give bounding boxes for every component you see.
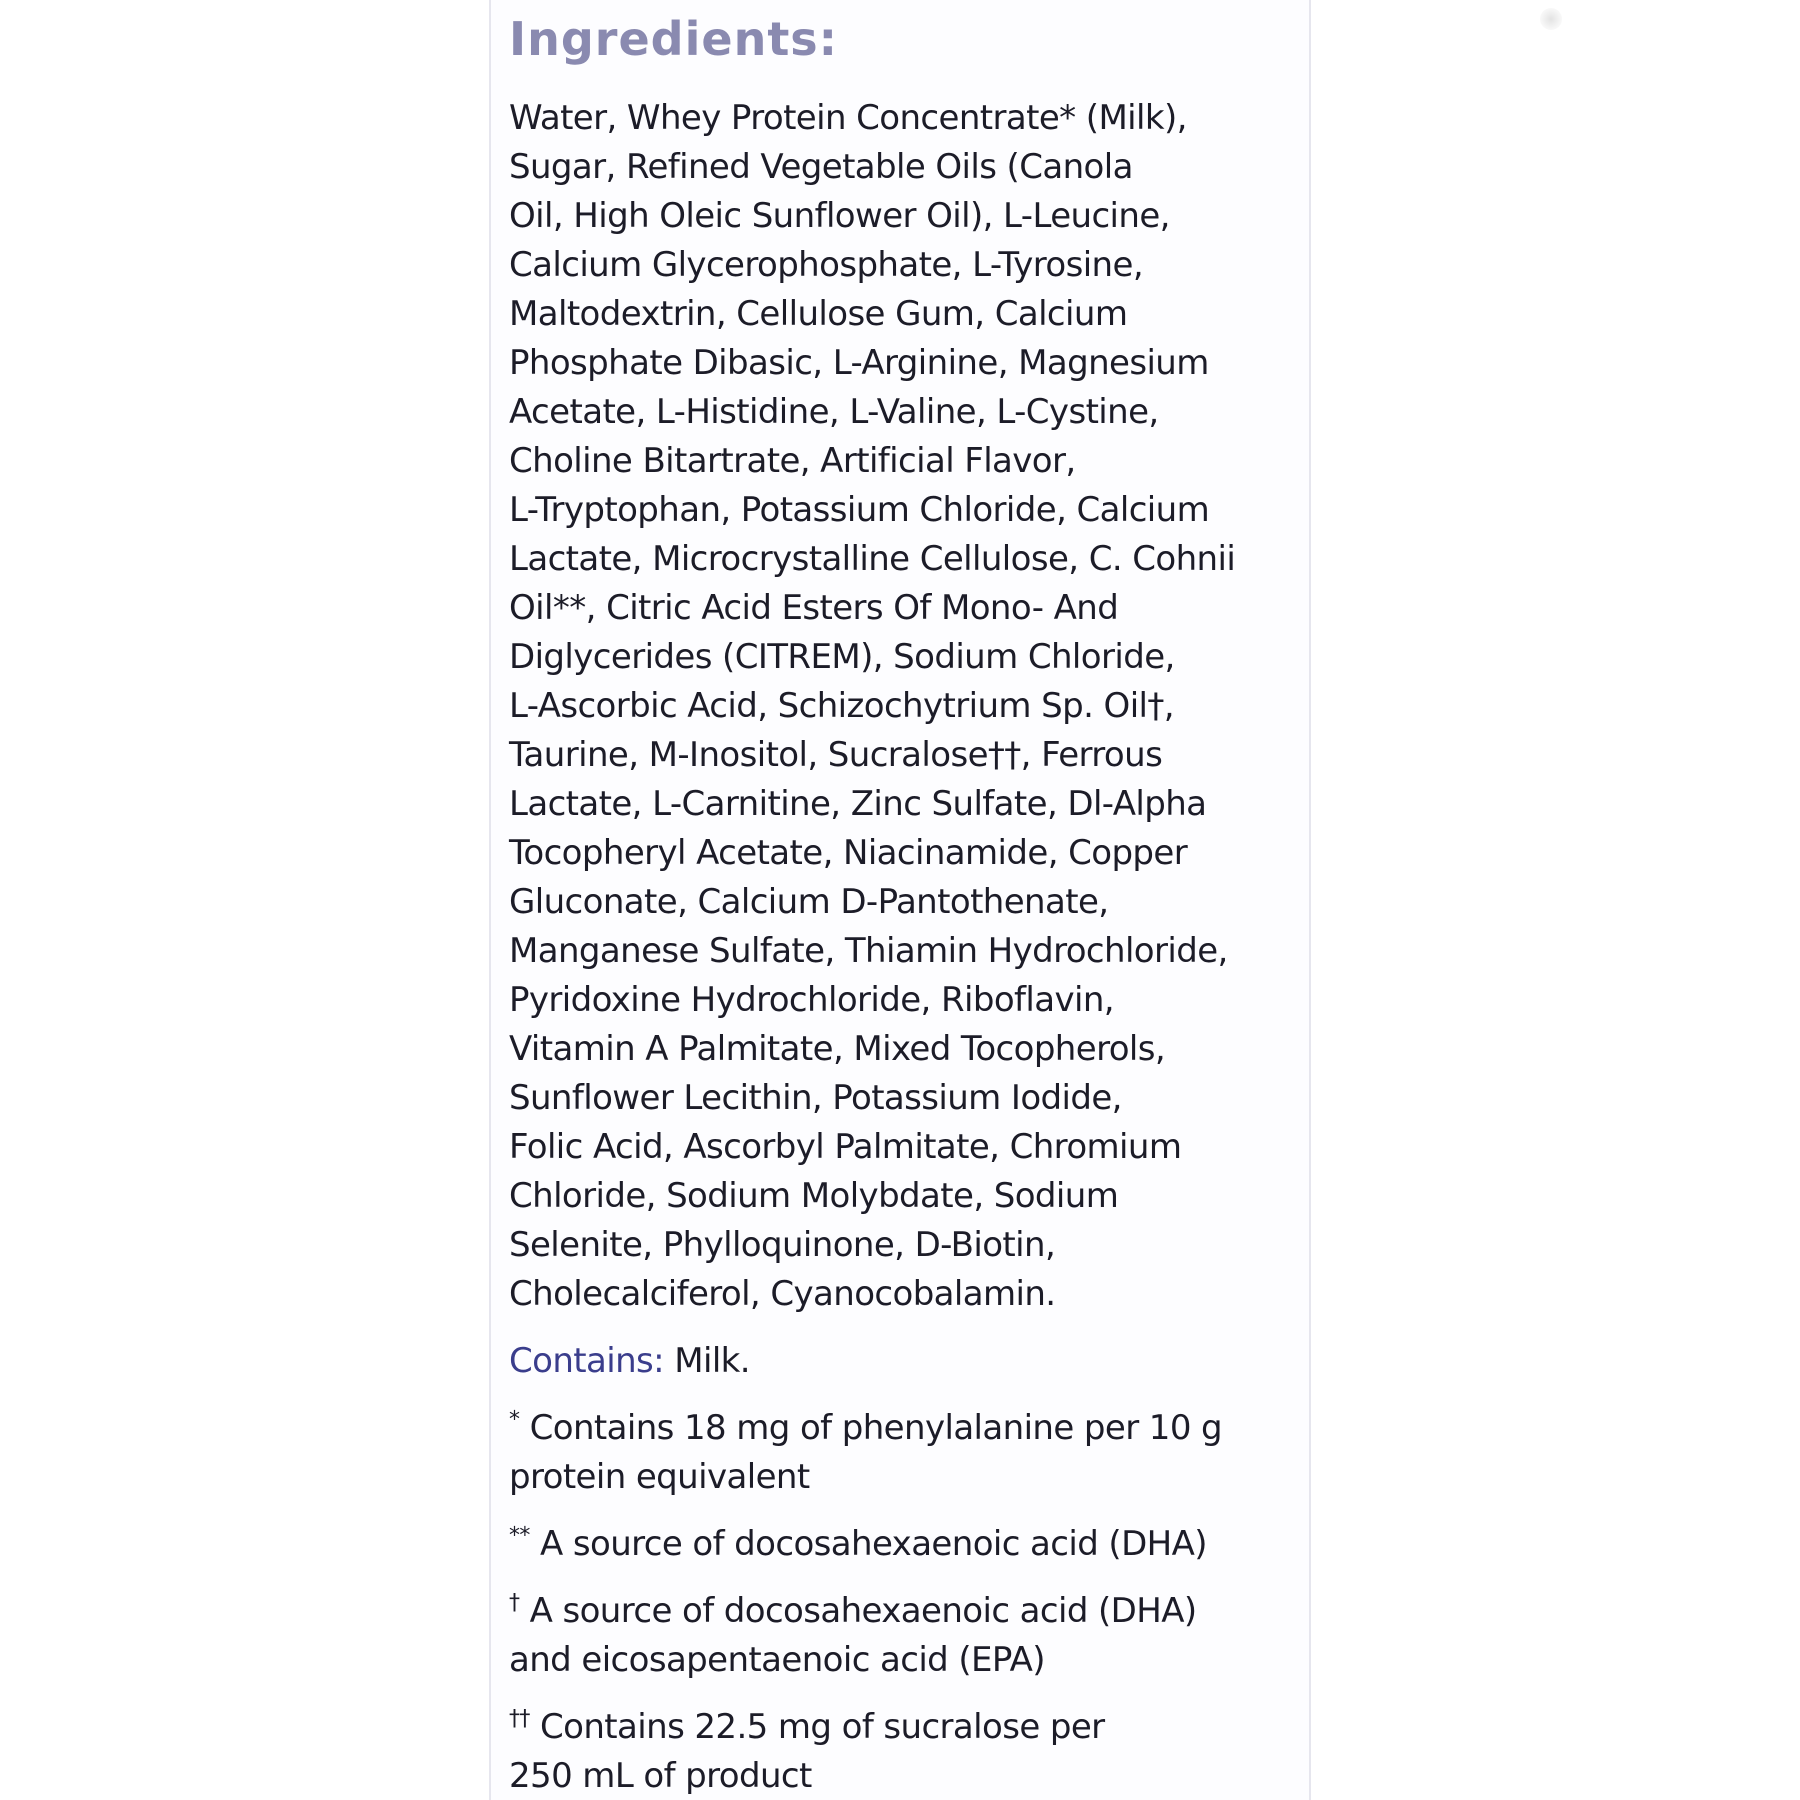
ingredients-heading: Ingredients:	[509, 12, 839, 66]
allergen-statement	[509, 1337, 1299, 1386]
background-smudge	[1540, 8, 1562, 30]
footnote-phenylalanine	[509, 1404, 1299, 1502]
footnote-text: A source of docosahexaenoic acid (DHA)	[529, 1524, 1207, 1564]
footnote-symbol: **	[509, 1523, 530, 1549]
label-content	[509, 8, 1299, 1800]
footnote-dha-epa	[509, 1587, 1299, 1685]
contains-value: Milk.	[664, 1341, 750, 1381]
footnote-symbol: ††	[509, 1706, 530, 1732]
contains-label: Contains:	[509, 1341, 665, 1381]
footnote-text: Contains 22.5 mg of sucralose per 250 mL of product	[509, 1707, 1105, 1796]
footnote-text: Contains 18 mg of phenylalanine per 10 g protein equivalent	[509, 1408, 1223, 1497]
footnote-sucralose	[509, 1703, 1299, 1800]
ingredient-label-panel	[489, 0, 1311, 1800]
footnote-text: A source of docosahexaenoic acid (DHA) and eicosapentaenoic acid (EPA)	[509, 1591, 1197, 1680]
footnote-dha	[509, 1520, 1299, 1569]
footnote-symbol: *	[509, 1407, 520, 1433]
footnote-symbol: †	[509, 1590, 520, 1616]
ingredients-list: Water, Whey Protein Concentrate* (Milk), Sugar, Refined Vegetable Oils (Canola Oil, High Oleic Sunflower Oil), L-Leucine, Calcium Glycerophosphate, L-Tyrosine, Maltodextrin, Cellulose Gum, Calcium Phosphate Dibasic, L-Arginine, Magnesium Acetate, L-Histidine, L-Valine, L-Cystine, Choline Bitartrate, Artificial Flavor, L-Tryptophan, Potassium Chloride, Calcium Lactate, Microcrystalline Cellulose, C. Cohnii Oil**, Citric Acid Esters Of Mono- And Diglycerides (CITREM), Sodium Chloride, L-Ascorbic Acid, Schizochytrium Sp. Oil†, Taurine, M-Inositol, Sucralose††, Ferrous Lactate, L-Carnitine, Zinc Sulfate, Dl-Alpha Tocopheryl Acetate, Niacinamide, Copper Gluconate, Calcium D-Pantothenate, Manganese Sulfate, Thiamin Hydrochloride, Pyridoxine Hydrochloride, Riboflavin, Vitamin A Palmitate, Mixed Tocopherols, Sunflower Lecithin, Potassium Iodide, Folic Acid, Ascorbyl Palmitate, Chromium Chloride, Sodium Molybdate, Sodium Selenite, Phylloquinone, D-Biotin, Cholecalciferol, Cyanocobalamin.	[509, 98, 1236, 1314]
